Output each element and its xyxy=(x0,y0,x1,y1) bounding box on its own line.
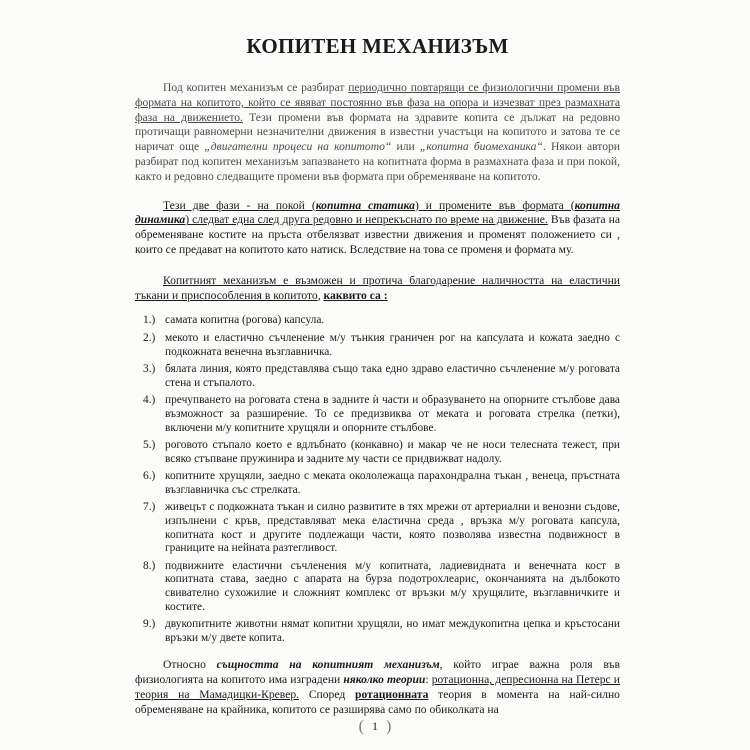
footer-bracket-left: ( xyxy=(358,718,364,735)
term-hoof-dynamics: копитна динамика xyxy=(135,198,620,227)
list-item: 8.) подвижните еластични съчленения м/у копитната, ладиевидната и венечната кост в копитната става, заедно с апарата на бурза подотрохлеарис, окончанията на дълбокото свивателно сухожилие и сложният комплекс от връзки м/у хрущялите, възглавничките и костите. xyxy=(143,559,620,613)
list-item: 7.) живецът с подкожната тъкан и силно развитите в тях мрежи от артериални и венозни съдове, изпълнени с кръв, представляват мека еластична среда , връзка м/у роговата капсула, копитната кост и другите подлежащи части, която позволява известна подвижност в границите на нейната разтегливост. xyxy=(143,501,620,555)
list-item: 1.) самата копитна (рогова) капсула. xyxy=(143,314,325,327)
paragraph-phases: Тези две фази - на покой (копитна статика) и промените във формата (копитна динамика) следват една след друга редовно и непрекъснато по време на движение. Във фазата на обременяване костите на пръста отбелязват известни движения и променят положението си , които се предават на копитото като натиск. Вследствие на това се променя и формата му. xyxy=(135,198,621,256)
theories-list: ротационна, депресионна на Петерс и теория на Мамадицки-Кревер. xyxy=(135,673,620,702)
definition-underlined: периодично повтарящи се физиологични промени във формата на копитото, който се явяват постоянно във фаза на опора и изчезват през размахната фаза на движението. xyxy=(135,81,620,124)
list-intro-bold: каквито са : xyxy=(323,288,388,302)
list-intro: Копитният механизъм е възможен и протича благодарение наличността на еластични тъкани и приспособления в копитото, каквито са : xyxy=(135,273,620,302)
term-several-theories: няколко теории xyxy=(343,673,426,687)
paragraph-theories: Относно същността на копитният механизъм, който играе важна роля във физиологията на копитото има изградени няколко теории: ротационна, депресионна на Петерс и теория на Мамадицки-Кревер. Според ротационната теория в момента на най-силно обременяване на крайника, копитото се разширява само по обиколката на xyxy=(135,658,620,716)
list-item: 5.) роговото стъпало което е вдлъбнато (конкавно) и макар че не носи телесната тежест, при всяко стъпване пружинира и задните му части се придвижват надолу. xyxy=(143,439,620,465)
list-item: 2.) мекото и еластично съчленение м/у тънкия граничен рог на капсулата и кожата заедно с подкожната венечна възглавничка. xyxy=(143,331,620,358)
list-item: 4.) пречупването на роговата стена в задните ѝ части и образуването на опорните стълбове дава възможност за разширение. То се предизвиква от меката и роговата стрелка (петки), включени м/у копитните хрущяли и опорните стълбове. xyxy=(143,394,620,434)
term-hoof-processes: „двигателни процеси на копитото“ xyxy=(204,140,392,154)
list-item: 6.) копитните хрущяли, заедно с меката окололежаща парахондрална тъкан , венеца, пръстната възглавничка със стрелката. xyxy=(143,470,620,496)
term-hoof-biomechanics: „копитна биомеханика“ xyxy=(419,140,543,154)
term-hoof-statics: копитна статика xyxy=(315,198,415,212)
paragraph-definition: Под копитен механизъм се разбират периодично повтарящи се физиологични промени във формата на копитото, който се явяват постоянно във фаза на опора и изчезват през размахната фаза на движението. Тези промени във формата на здравите копита се дължат на редовно протичащи равномерни незначителни движения в известни участъци на копитото и затова те се наричат още „двигателни процеси на копитото“ или „копитна биомеханика“. Някои автори разбират под копитен механизъм запазването на копитната форма в размахната фаза и при покой, както и редовно следващите промени във формата при обременяване на копитото. xyxy=(135,81,621,183)
list-item: 3.) бялата линия, която представлява също така едно здраво еластично съчленение м/у роговата стена и стъпалото. xyxy=(143,363,620,389)
list-item: 9.) двукопитните животни нямат копитни хрущяли, но имат междукопитна цепка и кръстосани връзки м/у двете копита. xyxy=(143,618,620,644)
term-essence: същността на копитният механизъм xyxy=(216,658,440,672)
footer-bracket-right: ) xyxy=(386,718,392,735)
page-title: КОПИТЕН МЕХАНИЗЪМ xyxy=(246,34,509,58)
term-rotational: ротационната xyxy=(355,688,429,702)
elastic-tissues-list xyxy=(135,314,620,645)
page-footer xyxy=(0,718,750,736)
page-number: 1 xyxy=(372,719,378,733)
